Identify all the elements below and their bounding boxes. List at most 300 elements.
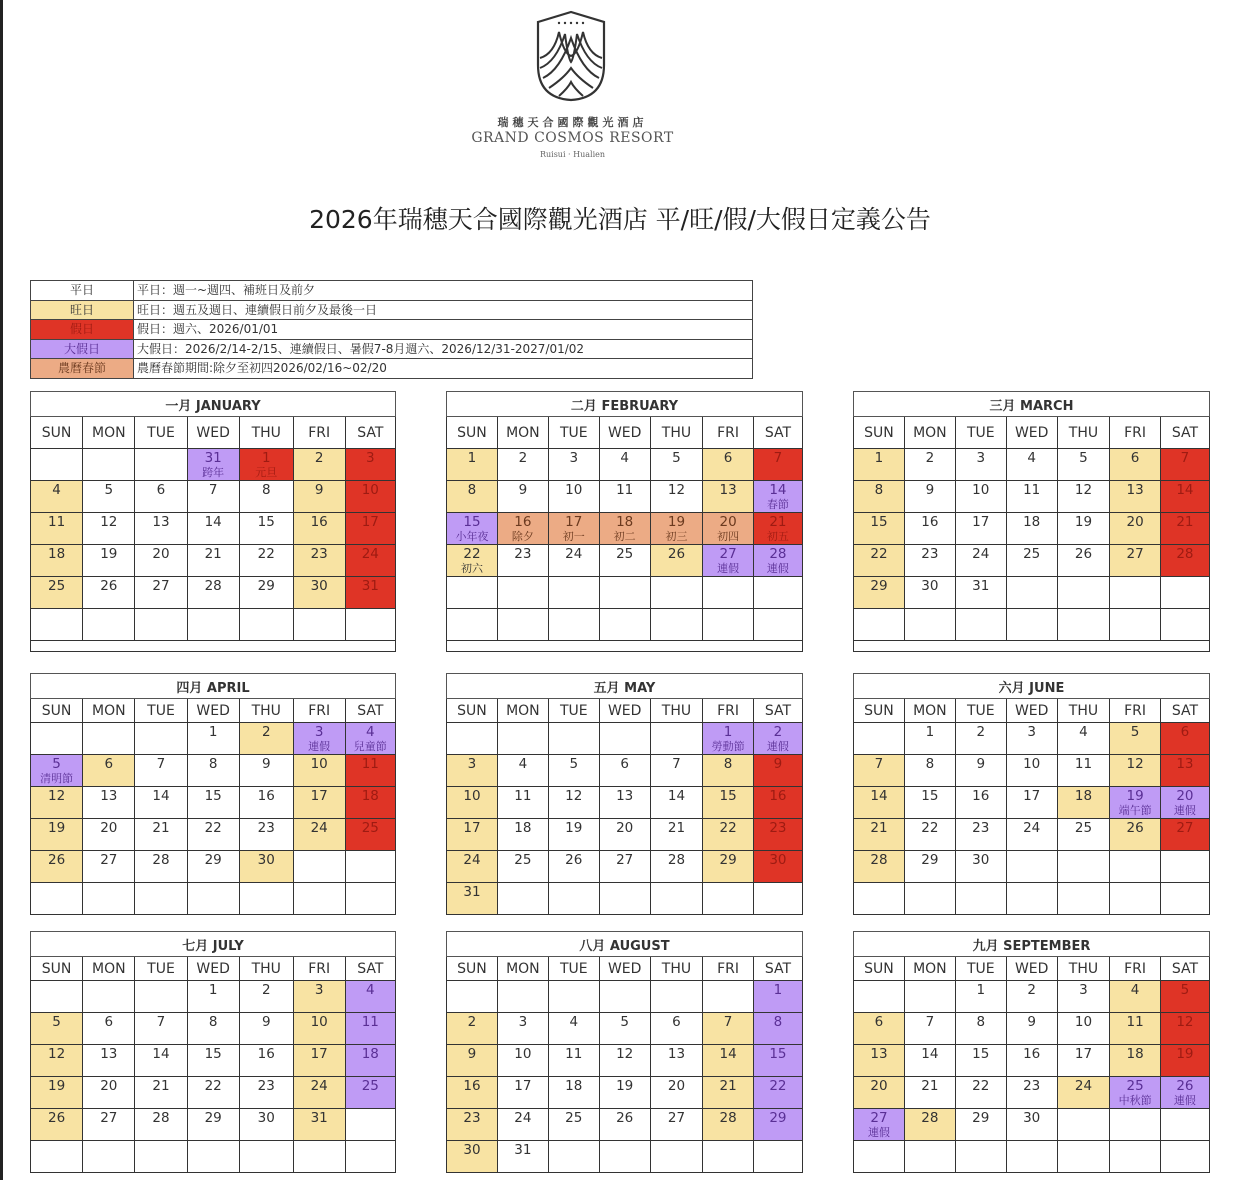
day-number: 12 bbox=[1074, 482, 1093, 498]
day-number: 8 bbox=[208, 756, 218, 772]
day-cell bbox=[497, 851, 548, 883]
day-cell bbox=[1110, 513, 1161, 545]
day-number: 8 bbox=[467, 482, 477, 498]
month-title: 九月 SEPTEMBER bbox=[854, 932, 1210, 957]
day-cell bbox=[31, 819, 83, 851]
day-number: 8 bbox=[261, 482, 271, 498]
day-number: 20 bbox=[870, 1078, 888, 1094]
day-cell bbox=[904, 851, 955, 883]
day-cell bbox=[31, 1077, 83, 1109]
day-number: 2 bbox=[773, 724, 783, 740]
day-number: 20 bbox=[1126, 514, 1144, 530]
day-cell bbox=[1057, 883, 1110, 915]
day-number: 25 bbox=[48, 578, 66, 594]
week-row bbox=[447, 577, 803, 609]
weekday-header: SAT bbox=[753, 957, 802, 981]
day-number: 27 bbox=[100, 852, 118, 868]
day-cell bbox=[187, 449, 239, 481]
day-cell bbox=[239, 851, 293, 883]
legend-row bbox=[31, 300, 753, 320]
day-cell bbox=[548, 851, 599, 883]
day-number: 17 bbox=[972, 514, 990, 530]
day-cell bbox=[239, 1045, 293, 1077]
day-number: 2 bbox=[976, 724, 986, 740]
weekday-header: SUN bbox=[31, 417, 83, 449]
day-number: 22 bbox=[463, 546, 481, 562]
weekday-header: WED bbox=[599, 699, 650, 723]
day-cell bbox=[548, 545, 599, 577]
weekday-header: SUN bbox=[31, 957, 83, 981]
day-cell bbox=[187, 1045, 239, 1077]
day-cell bbox=[1110, 1077, 1161, 1109]
day-cell bbox=[599, 1109, 650, 1141]
day-number: 19 bbox=[1074, 514, 1093, 530]
day-cell bbox=[1006, 883, 1057, 915]
day-number: 4 bbox=[620, 450, 629, 466]
day-number: 19 bbox=[48, 1078, 66, 1094]
week-row bbox=[447, 481, 803, 513]
week-row bbox=[31, 851, 396, 883]
day-number: 16 bbox=[514, 514, 532, 530]
day-cell bbox=[548, 449, 599, 481]
day-cell bbox=[83, 981, 135, 1013]
day-number: 26 bbox=[616, 1110, 634, 1126]
day-cell bbox=[187, 981, 239, 1013]
week-row bbox=[854, 1141, 1210, 1173]
day-number: 16 bbox=[921, 514, 939, 530]
week-row bbox=[31, 819, 396, 851]
day-cell bbox=[83, 787, 135, 819]
day-cell bbox=[548, 1013, 599, 1045]
day-number: 19 bbox=[1176, 1046, 1194, 1062]
day-number: 8 bbox=[723, 756, 733, 772]
day-number: 10 bbox=[565, 482, 583, 498]
weekday-header: FRI bbox=[703, 957, 754, 981]
day-number: 2 bbox=[261, 724, 271, 740]
day-cell bbox=[1006, 981, 1057, 1013]
day-number: 16 bbox=[463, 1078, 481, 1094]
day-cell bbox=[1057, 545, 1110, 577]
day-number: 23 bbox=[769, 820, 787, 836]
day-number: 2 bbox=[1027, 982, 1036, 998]
day-cell bbox=[293, 1109, 345, 1141]
day-number: 11 bbox=[361, 1014, 379, 1030]
weekday-header: WED bbox=[599, 417, 650, 449]
day-number: 31 bbox=[361, 578, 379, 594]
day-number: 27 bbox=[152, 578, 170, 594]
day-cell bbox=[854, 577, 905, 609]
day-cell bbox=[904, 513, 955, 545]
day-cell bbox=[904, 981, 955, 1013]
day-number: 4 bbox=[1027, 450, 1036, 466]
day-number: 3 bbox=[1027, 724, 1036, 740]
day-number: 5 bbox=[1180, 982, 1190, 998]
day-number: 6 bbox=[1130, 450, 1140, 466]
day-number: 9 bbox=[1027, 1014, 1036, 1030]
day-cell bbox=[293, 1045, 345, 1077]
day-number: 26 bbox=[1176, 1078, 1194, 1094]
day-number: 11 bbox=[565, 1046, 583, 1062]
day-cell bbox=[239, 883, 293, 915]
day-note: 連假 bbox=[766, 562, 789, 575]
day-note: 初六 bbox=[460, 562, 483, 575]
day-note: 連假 bbox=[717, 562, 740, 575]
weekday-header: SUN bbox=[447, 699, 498, 723]
day-number: 30 bbox=[769, 852, 787, 868]
day-number: 12 bbox=[565, 788, 583, 804]
day-cell bbox=[293, 577, 345, 609]
day-cell bbox=[1160, 609, 1209, 641]
day-cell bbox=[904, 787, 955, 819]
day-cell bbox=[1006, 1013, 1057, 1045]
day-cell bbox=[239, 1077, 293, 1109]
page-title: 2026年瑞穗天合國際觀光酒店 平/旺/假/大假日定義公告 bbox=[309, 205, 931, 234]
day-cell bbox=[1057, 1045, 1110, 1077]
day-number: 22 bbox=[204, 1078, 222, 1094]
week-row bbox=[854, 723, 1210, 755]
day-cell bbox=[753, 481, 802, 513]
day-number: 18 bbox=[1074, 788, 1093, 804]
weekday-header: SUN bbox=[854, 699, 905, 723]
spacer-row bbox=[31, 641, 396, 652]
day-cell bbox=[497, 1077, 548, 1109]
day-number: 20 bbox=[667, 1078, 686, 1094]
day-number: 5 bbox=[1079, 450, 1088, 466]
legend-description: 假日：週六、2026/01/01 bbox=[134, 320, 753, 340]
day-number: 7 bbox=[208, 482, 218, 498]
day-cell bbox=[955, 609, 1006, 641]
day-number: 6 bbox=[156, 482, 166, 498]
day-number: 17 bbox=[310, 788, 328, 804]
day-cell bbox=[31, 1013, 83, 1045]
week-row bbox=[447, 1109, 803, 1141]
week-row bbox=[447, 851, 803, 883]
week-row bbox=[854, 1013, 1210, 1045]
day-number: 27 bbox=[616, 852, 634, 868]
day-number: 18 bbox=[616, 514, 634, 530]
day-cell bbox=[1110, 481, 1161, 513]
day-cell bbox=[31, 577, 83, 609]
day-cell bbox=[239, 609, 293, 641]
day-number: 10 bbox=[514, 1046, 532, 1062]
day-number: 11 bbox=[1126, 1014, 1144, 1030]
weekday-header: MON bbox=[904, 417, 955, 449]
day-cell bbox=[904, 1141, 955, 1173]
day-cell bbox=[447, 577, 498, 609]
day-number: 6 bbox=[104, 1014, 114, 1030]
day-cell bbox=[345, 1141, 395, 1173]
day-cell bbox=[239, 513, 293, 545]
day-cell bbox=[650, 787, 703, 819]
day-number: 6 bbox=[1180, 724, 1190, 740]
month-calendar bbox=[446, 391, 803, 652]
day-number: 10 bbox=[463, 788, 481, 804]
day-cell bbox=[955, 1013, 1006, 1045]
day-number: 13 bbox=[719, 482, 737, 498]
day-note: 初一 bbox=[562, 530, 585, 543]
day-cell bbox=[345, 1077, 395, 1109]
day-number: 12 bbox=[616, 1046, 634, 1062]
day-number: 5 bbox=[569, 756, 579, 772]
week-row bbox=[854, 545, 1210, 577]
day-cell bbox=[187, 755, 239, 787]
day-cell bbox=[650, 883, 703, 915]
day-number: 22 bbox=[972, 1078, 990, 1094]
day-cell bbox=[1057, 787, 1110, 819]
day-note: 連假 bbox=[766, 740, 789, 753]
day-cell bbox=[599, 513, 650, 545]
day-number: 22 bbox=[921, 820, 939, 836]
week-row bbox=[447, 981, 803, 1013]
week-row bbox=[854, 883, 1210, 915]
day-number: 29 bbox=[204, 852, 222, 868]
day-cell bbox=[1110, 883, 1161, 915]
day-number: 9 bbox=[773, 756, 783, 772]
day-number: 20 bbox=[616, 820, 634, 836]
day-cell bbox=[753, 1045, 802, 1077]
month-title: 五月 MAY bbox=[447, 674, 803, 699]
day-cell bbox=[83, 449, 135, 481]
day-number: 6 bbox=[104, 756, 114, 772]
day-number: 7 bbox=[723, 1014, 733, 1030]
day-number: 10 bbox=[1074, 1014, 1093, 1030]
day-number: 6 bbox=[874, 1014, 884, 1030]
day-number: 29 bbox=[769, 1110, 787, 1126]
day-number: 6 bbox=[672, 1014, 681, 1030]
day-cell bbox=[83, 577, 135, 609]
day-number: 27 bbox=[719, 546, 737, 562]
day-cell bbox=[187, 1109, 239, 1141]
day-number: 23 bbox=[463, 1110, 481, 1126]
weekday-header: FRI bbox=[1110, 417, 1161, 449]
day-cell bbox=[239, 787, 293, 819]
day-cell bbox=[753, 545, 802, 577]
day-cell bbox=[345, 545, 395, 577]
day-cell bbox=[31, 1045, 83, 1077]
day-cell bbox=[497, 787, 548, 819]
day-cell bbox=[1057, 449, 1110, 481]
day-number: 25 bbox=[361, 1078, 379, 1094]
day-note: 連假 bbox=[1173, 1094, 1196, 1107]
day-number: 6 bbox=[620, 756, 629, 772]
day-cell bbox=[135, 851, 187, 883]
week-row bbox=[31, 1045, 396, 1077]
day-cell bbox=[955, 723, 1006, 755]
day-number: 5 bbox=[620, 1014, 629, 1030]
day-cell bbox=[135, 883, 187, 915]
day-number: 14 bbox=[152, 788, 170, 804]
day-cell bbox=[703, 513, 754, 545]
day-cell bbox=[293, 609, 345, 641]
day-number: 4 bbox=[52, 482, 61, 498]
day-number: 13 bbox=[152, 514, 170, 530]
month-title: 八月 AUGUST bbox=[447, 932, 803, 957]
week-row bbox=[31, 513, 396, 545]
day-cell bbox=[1006, 787, 1057, 819]
week-row bbox=[447, 1045, 803, 1077]
day-number: 14 bbox=[1176, 482, 1194, 498]
day-cell bbox=[293, 851, 345, 883]
weekday-header: SUN bbox=[447, 417, 498, 449]
day-note: 初二 bbox=[613, 530, 636, 543]
day-cell bbox=[955, 851, 1006, 883]
day-cell bbox=[293, 1013, 345, 1045]
day-number: 3 bbox=[467, 756, 477, 772]
day-number: 19 bbox=[1126, 788, 1144, 804]
day-cell bbox=[187, 851, 239, 883]
day-number: 26 bbox=[48, 1110, 66, 1126]
day-note: 中秋節 bbox=[1118, 1094, 1152, 1107]
day-number: 19 bbox=[565, 820, 583, 836]
day-number: 18 bbox=[1023, 514, 1041, 530]
day-cell bbox=[447, 513, 498, 545]
weekday-header: MON bbox=[83, 699, 135, 723]
day-cell bbox=[854, 481, 905, 513]
day-number: 12 bbox=[667, 482, 686, 498]
day-cell bbox=[31, 1109, 83, 1141]
day-cell bbox=[599, 545, 650, 577]
day-number: 8 bbox=[925, 756, 935, 772]
day-number: 11 bbox=[48, 514, 66, 530]
day-cell bbox=[703, 545, 754, 577]
week-row bbox=[31, 609, 396, 641]
day-cell bbox=[135, 1045, 187, 1077]
day-cell bbox=[753, 819, 802, 851]
day-cell bbox=[1110, 449, 1161, 481]
week-row bbox=[31, 787, 396, 819]
day-cell bbox=[703, 1141, 754, 1173]
weekday-header: TUE bbox=[955, 699, 1006, 723]
day-cell bbox=[904, 1013, 955, 1045]
weekday-header: WED bbox=[1006, 699, 1057, 723]
day-cell bbox=[1110, 1141, 1161, 1173]
day-number: 2 bbox=[925, 450, 935, 466]
day-number: 24 bbox=[565, 546, 583, 562]
day-number: 18 bbox=[514, 820, 532, 836]
week-row bbox=[31, 1141, 396, 1173]
spacer-row bbox=[854, 641, 1210, 652]
day-number: 27 bbox=[870, 1110, 888, 1126]
day-cell bbox=[650, 851, 703, 883]
month-title: 四月 APRIL bbox=[31, 674, 396, 699]
day-cell bbox=[239, 981, 293, 1013]
day-cell bbox=[753, 787, 802, 819]
day-cell bbox=[187, 1141, 239, 1173]
day-cell bbox=[1110, 609, 1161, 641]
day-cell bbox=[753, 577, 802, 609]
week-row bbox=[31, 545, 396, 577]
day-number: 24 bbox=[310, 1078, 328, 1094]
day-number: 7 bbox=[874, 756, 884, 772]
day-cell bbox=[1006, 513, 1057, 545]
weekday-header: WED bbox=[1006, 417, 1057, 449]
day-number: 20 bbox=[719, 514, 737, 530]
day-number: 10 bbox=[1023, 756, 1041, 772]
day-cell bbox=[753, 1013, 802, 1045]
spacer-row bbox=[447, 641, 803, 652]
day-number: 26 bbox=[1126, 820, 1144, 836]
day-cell bbox=[83, 723, 135, 755]
day-cell bbox=[447, 851, 498, 883]
day-cell bbox=[955, 755, 1006, 787]
day-cell bbox=[955, 1141, 1006, 1173]
day-number: 14 bbox=[870, 788, 888, 804]
day-cell bbox=[650, 577, 703, 609]
day-cell bbox=[854, 851, 905, 883]
day-number: 2 bbox=[261, 982, 271, 998]
day-cell bbox=[187, 481, 239, 513]
day-cell bbox=[904, 449, 955, 481]
day-number: 24 bbox=[1023, 820, 1041, 836]
day-number: 10 bbox=[310, 756, 328, 772]
day-cell bbox=[83, 481, 135, 513]
day-cell bbox=[955, 1109, 1006, 1141]
day-cell bbox=[345, 513, 395, 545]
day-note: 端午節 bbox=[1118, 804, 1152, 817]
day-number: 14 bbox=[667, 788, 686, 804]
day-number: 27 bbox=[100, 1110, 118, 1126]
day-number: 4 bbox=[366, 982, 375, 998]
day-cell bbox=[293, 787, 345, 819]
weekday-header: TUE bbox=[135, 699, 187, 723]
day-number: 4 bbox=[569, 1014, 579, 1030]
day-number: 15 bbox=[463, 514, 481, 530]
day-cell bbox=[854, 819, 905, 851]
day-number: 23 bbox=[257, 820, 275, 836]
day-cell bbox=[1160, 851, 1209, 883]
day-cell bbox=[1110, 1109, 1161, 1141]
day-cell bbox=[904, 1077, 955, 1109]
day-cell bbox=[447, 1109, 498, 1141]
day-number: 4 bbox=[1079, 724, 1088, 740]
day-note: 元旦 bbox=[255, 466, 278, 479]
legend-description: 大假日：2026/2/14-2/15、連續假日、暑假7-8月週六、2026/12/31-2027/01/02 bbox=[134, 339, 753, 359]
day-cell bbox=[650, 755, 703, 787]
day-number: 9 bbox=[976, 756, 986, 772]
day-cell bbox=[548, 819, 599, 851]
day-number: 4 bbox=[1130, 982, 1140, 998]
day-cell bbox=[293, 723, 345, 755]
day-cell bbox=[548, 1141, 599, 1173]
day-number: 26 bbox=[667, 546, 686, 562]
week-row bbox=[854, 1109, 1210, 1141]
day-cell bbox=[239, 755, 293, 787]
day-cell bbox=[293, 819, 345, 851]
day-cell bbox=[447, 449, 498, 481]
day-cell bbox=[239, 1013, 293, 1045]
day-cell bbox=[83, 1045, 135, 1077]
day-cell bbox=[497, 981, 548, 1013]
day-cell bbox=[1057, 1141, 1110, 1173]
weekday-header: MON bbox=[83, 957, 135, 981]
day-number: 15 bbox=[257, 514, 275, 530]
day-cell bbox=[703, 981, 754, 1013]
day-cell bbox=[345, 723, 395, 755]
day-cell bbox=[703, 609, 754, 641]
day-cell bbox=[955, 513, 1006, 545]
day-note: 除夕 bbox=[511, 530, 534, 543]
day-number: 24 bbox=[310, 820, 328, 836]
day-cell bbox=[497, 1141, 548, 1173]
day-cell bbox=[187, 883, 239, 915]
day-number: 20 bbox=[100, 1078, 118, 1094]
day-number: 7 bbox=[1180, 450, 1190, 466]
day-number: 14 bbox=[719, 1046, 737, 1062]
day-cell bbox=[599, 981, 650, 1013]
day-cell bbox=[345, 1013, 395, 1045]
weekday-header: WED bbox=[187, 417, 239, 449]
day-cell bbox=[187, 787, 239, 819]
